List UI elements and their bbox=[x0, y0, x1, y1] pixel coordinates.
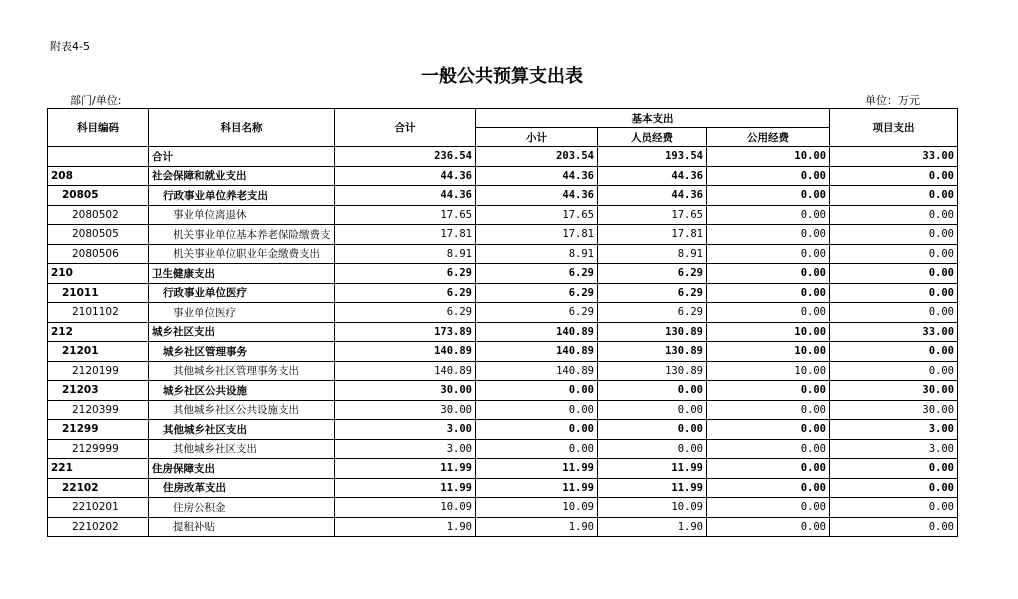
table-header bbox=[48, 109, 958, 147]
cell-project: 0.00 bbox=[830, 478, 958, 498]
cell-total: 30.00 bbox=[335, 400, 476, 420]
cell-code: 2101102 bbox=[48, 303, 149, 323]
cell-personnel: 6.29 bbox=[598, 303, 707, 323]
cell-name: 住房改革支出 bbox=[149, 478, 335, 498]
cell-project: 3.00 bbox=[830, 439, 958, 459]
cell-name: 合计 bbox=[149, 147, 335, 167]
cell-name: 机关事业单位基本养老保险缴费支 bbox=[149, 225, 335, 245]
cell-subtotal: 6.29 bbox=[476, 264, 598, 284]
cell-subtotal: 44.36 bbox=[476, 186, 598, 206]
cell-code: 2080502 bbox=[48, 205, 149, 225]
cell-subtotal: 17.65 bbox=[476, 205, 598, 225]
cell-project: 0.00 bbox=[830, 498, 958, 518]
col-header-name: 科目名称 bbox=[149, 109, 335, 147]
cell-public: 0.00 bbox=[707, 381, 830, 401]
cell-project: 33.00 bbox=[830, 147, 958, 167]
col-header-personnel: 人员经费 bbox=[598, 128, 707, 147]
cell-project: 0.00 bbox=[830, 459, 958, 479]
cell-name: 机关事业单位职业年金缴费支出 bbox=[149, 244, 335, 264]
cell-subtotal: 0.00 bbox=[476, 400, 598, 420]
budget-table bbox=[47, 108, 958, 537]
cell-name: 事业单位离退休 bbox=[149, 205, 335, 225]
cell-personnel: 6.29 bbox=[598, 283, 707, 303]
cell-personnel: 11.99 bbox=[598, 459, 707, 479]
cell-total: 1.90 bbox=[335, 517, 476, 537]
cell-personnel: 130.89 bbox=[598, 342, 707, 362]
cell-personnel: 11.99 bbox=[598, 478, 707, 498]
cell-public: 10.00 bbox=[707, 342, 830, 362]
cell-personnel: 44.36 bbox=[598, 186, 707, 206]
cell-name: 住房保障支出 bbox=[149, 459, 335, 479]
cell-public: 10.00 bbox=[707, 147, 830, 167]
cell-name: 提租补贴 bbox=[149, 517, 335, 537]
cell-total: 11.99 bbox=[335, 478, 476, 498]
cell-total: 6.29 bbox=[335, 264, 476, 284]
table-row bbox=[48, 244, 958, 264]
cell-project: 30.00 bbox=[830, 400, 958, 420]
col-header-project: 项目支出 bbox=[830, 109, 958, 147]
cell-public: 0.00 bbox=[707, 205, 830, 225]
cell-subtotal: 11.99 bbox=[476, 459, 598, 479]
cell-subtotal: 6.29 bbox=[476, 283, 598, 303]
cell-public: 0.00 bbox=[707, 498, 830, 518]
cell-name: 事业单位医疗 bbox=[149, 303, 335, 323]
cell-total: 6.29 bbox=[335, 303, 476, 323]
cell-subtotal: 0.00 bbox=[476, 439, 598, 459]
cell-code: 2120399 bbox=[48, 400, 149, 420]
table-row bbox=[48, 498, 958, 518]
cell-name: 城乡社区支出 bbox=[149, 322, 335, 342]
cell-name: 行政事业单位医疗 bbox=[149, 283, 335, 303]
table-row bbox=[48, 517, 958, 537]
cell-name: 行政事业单位养老支出 bbox=[149, 186, 335, 206]
cell-public: 0.00 bbox=[707, 420, 830, 440]
table-row bbox=[48, 225, 958, 245]
cell-name: 卫生健康支出 bbox=[149, 264, 335, 284]
cell-subtotal: 6.29 bbox=[476, 303, 598, 323]
cell-total: 3.00 bbox=[335, 439, 476, 459]
cell-code: 2080506 bbox=[48, 244, 149, 264]
table-row bbox=[48, 322, 958, 342]
cell-public: 0.00 bbox=[707, 225, 830, 245]
table-row bbox=[48, 478, 958, 498]
currency-unit-label: 单位：万元 bbox=[865, 94, 920, 107]
cell-subtotal: 11.99 bbox=[476, 478, 598, 498]
cell-total: 11.99 bbox=[335, 459, 476, 479]
cell-project: 0.00 bbox=[830, 517, 958, 537]
cell-subtotal: 140.89 bbox=[476, 322, 598, 342]
cell-project: 0.00 bbox=[830, 303, 958, 323]
cell-code: 2210202 bbox=[48, 517, 149, 537]
cell-name: 城乡社区管理事务 bbox=[149, 342, 335, 362]
cell-personnel: 0.00 bbox=[598, 439, 707, 459]
table-row bbox=[48, 400, 958, 420]
cell-name: 其他城乡社区支出 bbox=[149, 439, 335, 459]
cell-public: 0.00 bbox=[707, 439, 830, 459]
cell-personnel: 130.89 bbox=[598, 322, 707, 342]
dept-unit-label: 部门/单位: bbox=[70, 94, 122, 107]
cell-project: 3.00 bbox=[830, 420, 958, 440]
cell-public: 0.00 bbox=[707, 244, 830, 264]
cell-code: 2129999 bbox=[48, 439, 149, 459]
cell-total: 17.65 bbox=[335, 205, 476, 225]
cell-subtotal: 1.90 bbox=[476, 517, 598, 537]
cell-personnel: 17.65 bbox=[598, 205, 707, 225]
cell-code: 21299 bbox=[48, 420, 149, 440]
cell-personnel: 8.91 bbox=[598, 244, 707, 264]
cell-project: 30.00 bbox=[830, 381, 958, 401]
cell-subtotal: 8.91 bbox=[476, 244, 598, 264]
cell-total: 17.81 bbox=[335, 225, 476, 245]
table-row bbox=[48, 342, 958, 362]
cell-name: 城乡社区公共设施 bbox=[149, 381, 335, 401]
cell-subtotal: 0.00 bbox=[476, 420, 598, 440]
cell-code: 2080505 bbox=[48, 225, 149, 245]
cell-code: 21203 bbox=[48, 381, 149, 401]
table-row bbox=[48, 361, 958, 381]
cell-project: 0.00 bbox=[830, 166, 958, 186]
cell-public: 0.00 bbox=[707, 517, 830, 537]
table-row bbox=[48, 205, 958, 225]
cell-project: 0.00 bbox=[830, 225, 958, 245]
col-header-code: 科目编码 bbox=[48, 109, 149, 147]
table-row bbox=[48, 303, 958, 323]
cell-total: 140.89 bbox=[335, 361, 476, 381]
cell-public: 0.00 bbox=[707, 166, 830, 186]
col-header-public: 公用经费 bbox=[707, 128, 830, 147]
table-row bbox=[48, 264, 958, 284]
cell-public: 10.00 bbox=[707, 361, 830, 381]
cell-code bbox=[48, 147, 149, 167]
table-body bbox=[48, 147, 958, 537]
cell-public: 0.00 bbox=[707, 303, 830, 323]
cell-public: 0.00 bbox=[707, 459, 830, 479]
cell-code: 221 bbox=[48, 459, 149, 479]
cell-personnel: 0.00 bbox=[598, 381, 707, 401]
cell-public: 0.00 bbox=[707, 400, 830, 420]
table-row bbox=[48, 166, 958, 186]
cell-personnel: 130.89 bbox=[598, 361, 707, 381]
cell-total: 236.54 bbox=[335, 147, 476, 167]
cell-subtotal: 17.81 bbox=[476, 225, 598, 245]
table-row bbox=[48, 439, 958, 459]
cell-personnel: 0.00 bbox=[598, 400, 707, 420]
cell-total: 10.09 bbox=[335, 498, 476, 518]
cell-public: 10.00 bbox=[707, 322, 830, 342]
cell-total: 30.00 bbox=[335, 381, 476, 401]
cell-project: 0.00 bbox=[830, 361, 958, 381]
col-header-subtotal: 小计 bbox=[476, 128, 598, 147]
cell-project: 0.00 bbox=[830, 264, 958, 284]
cell-project: 0.00 bbox=[830, 186, 958, 206]
cell-total: 3.00 bbox=[335, 420, 476, 440]
cell-personnel: 17.81 bbox=[598, 225, 707, 245]
cell-name: 住房公积金 bbox=[149, 498, 335, 518]
cell-project: 0.00 bbox=[830, 283, 958, 303]
cell-subtotal: 140.89 bbox=[476, 342, 598, 362]
table-row bbox=[48, 186, 958, 206]
cell-subtotal: 140.89 bbox=[476, 361, 598, 381]
cell-code: 210 bbox=[48, 264, 149, 284]
cell-total: 8.91 bbox=[335, 244, 476, 264]
cell-code: 21201 bbox=[48, 342, 149, 362]
table-row bbox=[48, 147, 958, 167]
cell-personnel: 10.09 bbox=[598, 498, 707, 518]
cell-project: 0.00 bbox=[830, 205, 958, 225]
cell-public: 0.00 bbox=[707, 264, 830, 284]
cell-public: 0.00 bbox=[707, 478, 830, 498]
cell-project: 0.00 bbox=[830, 342, 958, 362]
table-row bbox=[48, 420, 958, 440]
cell-code: 21011 bbox=[48, 283, 149, 303]
cell-public: 0.00 bbox=[707, 283, 830, 303]
cell-name: 其他城乡社区支出 bbox=[149, 420, 335, 440]
cell-code: 22102 bbox=[48, 478, 149, 498]
cell-code: 208 bbox=[48, 166, 149, 186]
col-header-total: 合计 bbox=[335, 109, 476, 147]
cell-code: 2120199 bbox=[48, 361, 149, 381]
cell-total: 44.36 bbox=[335, 186, 476, 206]
cell-personnel: 193.54 bbox=[598, 147, 707, 167]
cell-name: 其他城乡社区公共设施支出 bbox=[149, 400, 335, 420]
cell-personnel: 44.36 bbox=[598, 166, 707, 186]
cell-subtotal: 203.54 bbox=[476, 147, 598, 167]
cell-code: 20805 bbox=[48, 186, 149, 206]
cell-subtotal: 10.09 bbox=[476, 498, 598, 518]
table-row bbox=[48, 459, 958, 479]
cell-name: 社会保障和就业支出 bbox=[149, 166, 335, 186]
cell-project: 33.00 bbox=[830, 322, 958, 342]
cell-total: 173.89 bbox=[335, 322, 476, 342]
cell-project: 0.00 bbox=[830, 244, 958, 264]
cell-code: 2210201 bbox=[48, 498, 149, 518]
cell-name: 其他城乡社区管理事务支出 bbox=[149, 361, 335, 381]
cell-subtotal: 44.36 bbox=[476, 166, 598, 186]
cell-total: 140.89 bbox=[335, 342, 476, 362]
cell-total: 6.29 bbox=[335, 283, 476, 303]
col-header-basic: 基本支出 bbox=[476, 109, 830, 128]
cell-public: 0.00 bbox=[707, 186, 830, 206]
table-row bbox=[48, 381, 958, 401]
page-title: 一般公共预算支出表 bbox=[421, 66, 583, 87]
cell-code: 212 bbox=[48, 322, 149, 342]
cell-personnel: 0.00 bbox=[598, 420, 707, 440]
cell-personnel: 1.90 bbox=[598, 517, 707, 537]
cell-total: 44.36 bbox=[335, 166, 476, 186]
cell-personnel: 6.29 bbox=[598, 264, 707, 284]
cell-subtotal: 0.00 bbox=[476, 381, 598, 401]
table-row bbox=[48, 283, 958, 303]
annex-label: 附表4-5 bbox=[50, 40, 90, 53]
